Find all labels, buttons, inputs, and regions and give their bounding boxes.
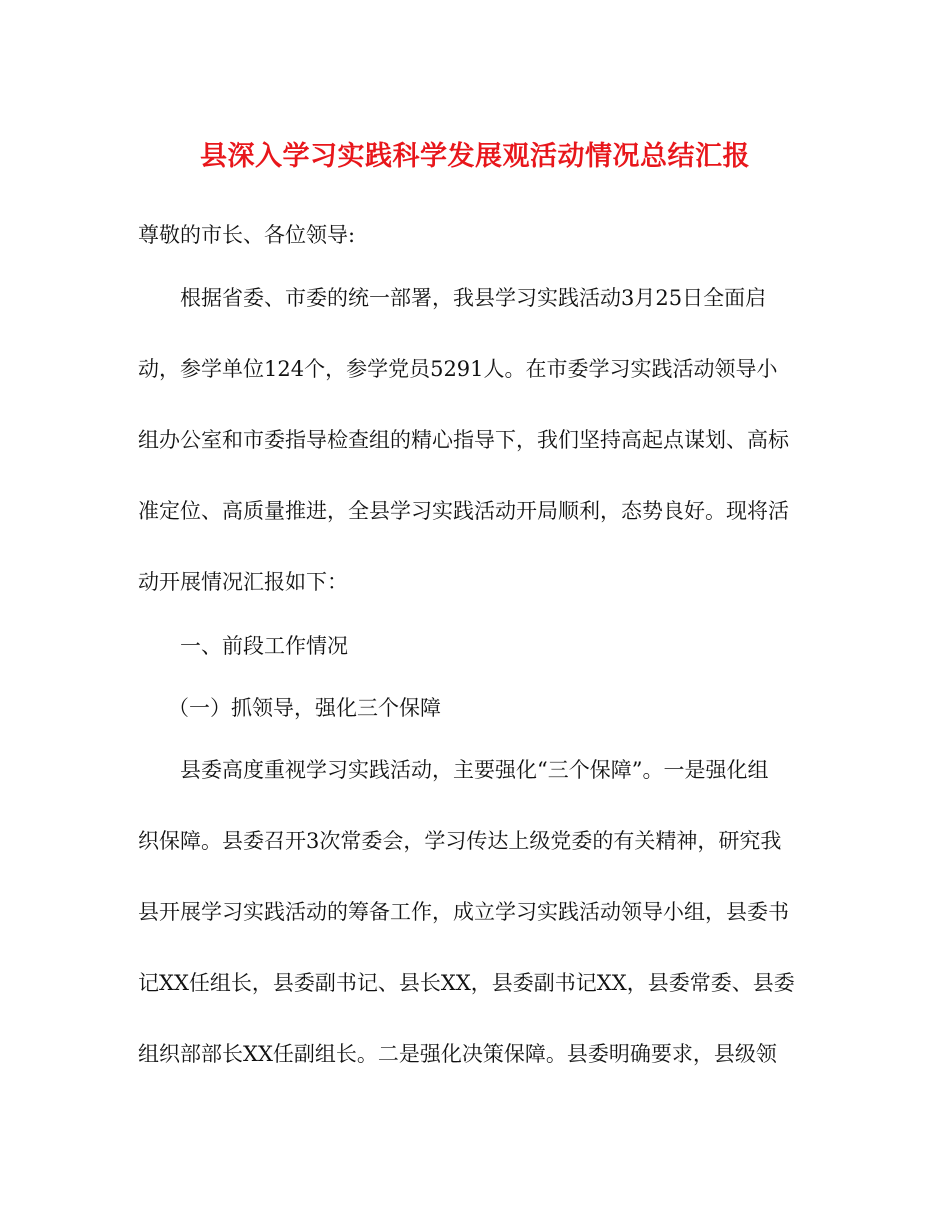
body-line: 记XX任组长，县委副书记、县长XX，县委副书记XX，县委常委、县委 (138, 971, 795, 995)
body-line: 织保障。县委召开3次常委会，学习传达上级党委的有关精神，研究我 (138, 829, 782, 853)
subsection-heading: （一）抓领导，强化三个保障 (168, 696, 441, 720)
body-line: 根据省委、市委的统一部署，我县学习实践活动3月25日全面启 (180, 286, 767, 310)
section-heading: 一、前段工作情况 (180, 634, 348, 658)
salutation: 尊敬的市长、各位领导: (138, 223, 356, 247)
document-title: 县深入学习实践科学发展观活动情况总结汇报 (200, 141, 750, 172)
body-line: 动，参学单位124个，参学党员5291人。在市委学习实践活动领导小 (138, 357, 778, 381)
body-line: 动开展情况汇报如下： (138, 570, 348, 594)
body-line: 县开展学习实践活动的筹备工作，成立学习实践活动领导小组，县委书 (138, 900, 789, 924)
body-line: 组织部部长XX任副组长。二是强化决策保障。县委明确要求，县级领 (138, 1042, 777, 1066)
body-line: 县委高度重视学习实践活动，主要强化“三个保障”。一是强化组 (180, 758, 769, 782)
body-line: 组办公室和市委指导检查组的精心指导下，我们坚持高起点谋划、高标 (138, 428, 789, 452)
body-line: 准定位、高质量推进，全县学习实践活动开局顺利，态势良好。现将活 (138, 499, 789, 523)
